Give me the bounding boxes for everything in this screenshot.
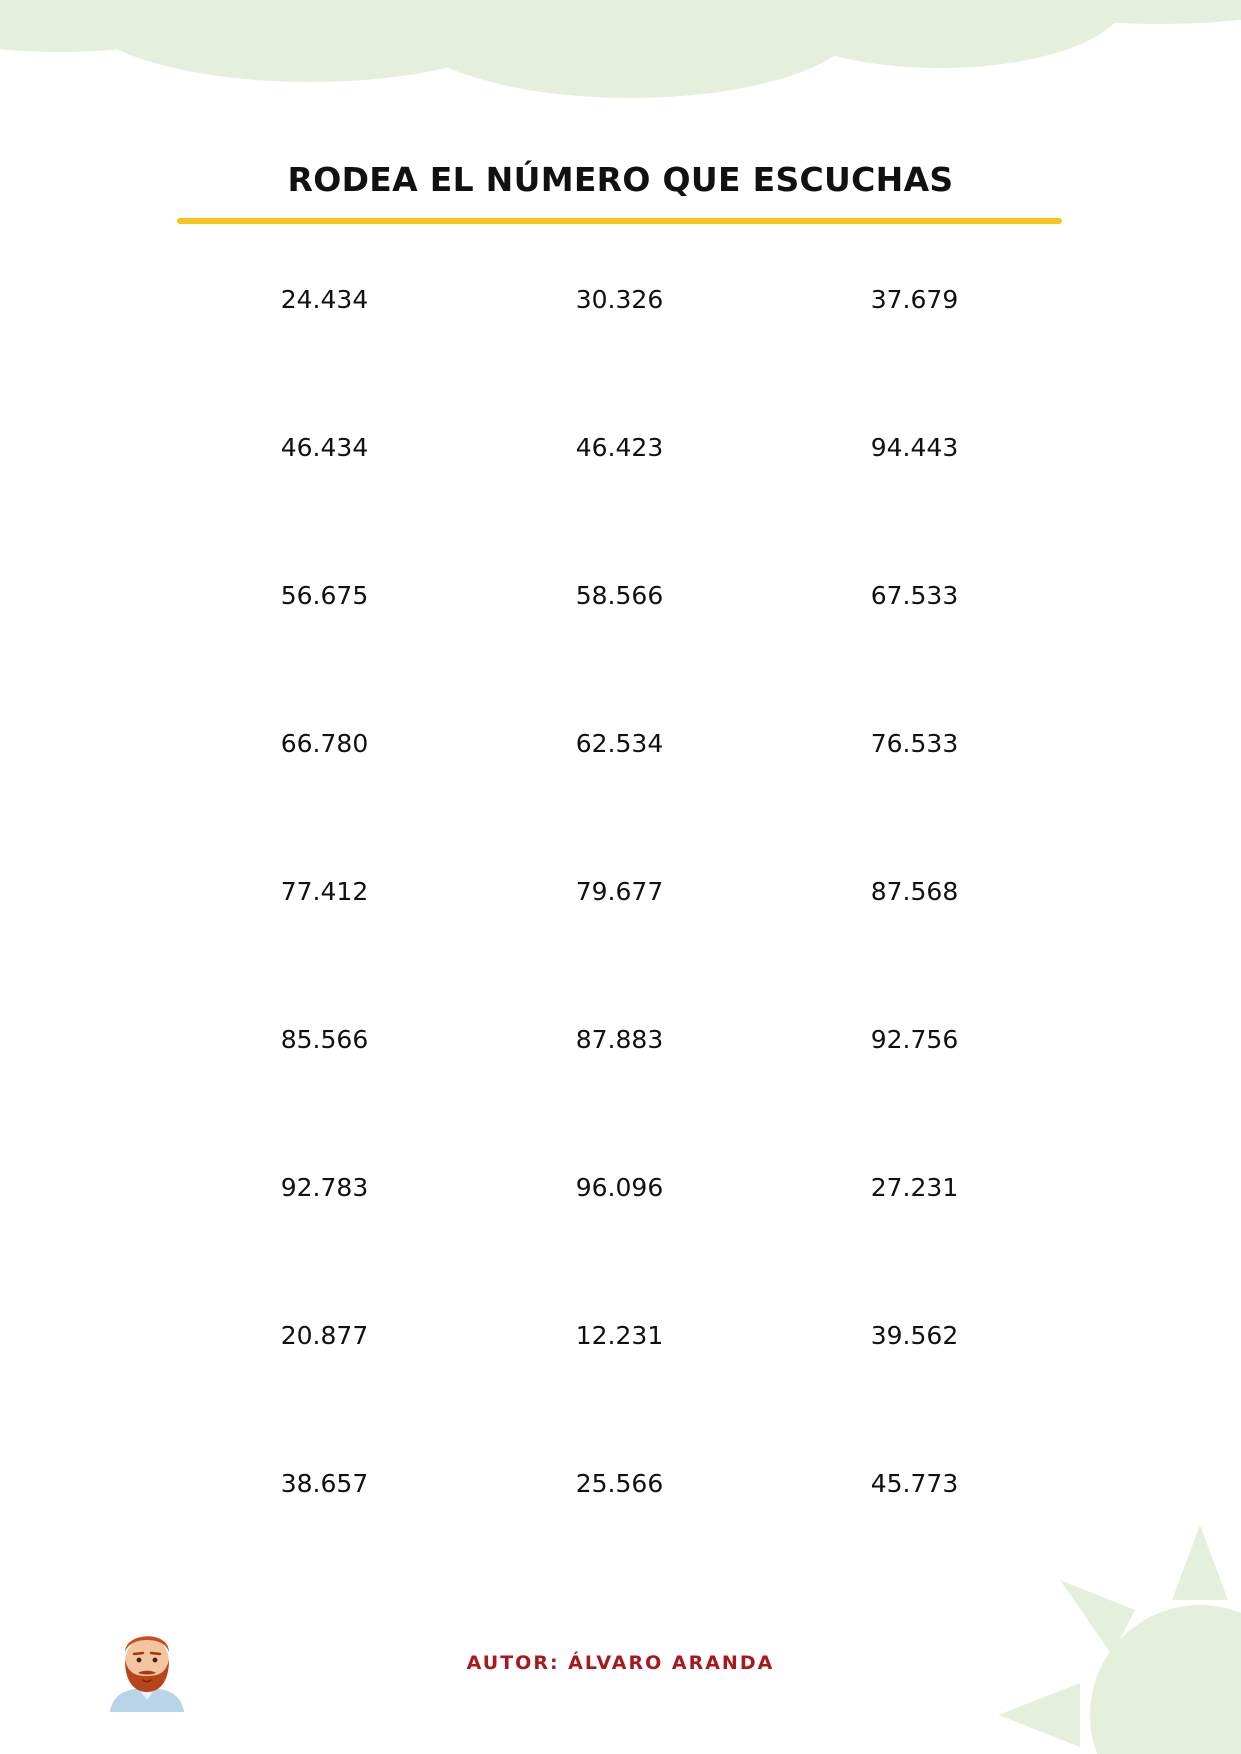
number-item[interactable]: 76.533 [870, 729, 959, 758]
author-credit: AUTOR: ÁLVARO ARANDA [466, 1652, 775, 1674]
number-item[interactable]: 12.231 [575, 1321, 664, 1350]
number-item[interactable]: 46.423 [575, 433, 664, 462]
number-item[interactable]: 25.566 [575, 1469, 664, 1498]
page-title: RODEA EL NÚMERO QUE ESCUCHAS [287, 160, 954, 199]
number-grid [177, 280, 1062, 1612]
number-item[interactable]: 58.566 [575, 581, 664, 610]
number-item[interactable]: 92.756 [870, 1025, 959, 1054]
number-item[interactable]: 20.877 [280, 1321, 369, 1350]
number-item[interactable]: 66.780 [280, 729, 369, 758]
number-item[interactable]: 46.434 [280, 433, 369, 462]
cloud-icon [0, 0, 1241, 110]
number-item[interactable]: 38.657 [280, 1469, 369, 1498]
number-item[interactable]: 94.443 [870, 433, 959, 462]
number-item[interactable]: 30.326 [575, 285, 664, 314]
number-item[interactable]: 45.773 [870, 1469, 959, 1498]
number-item[interactable]: 27.231 [870, 1173, 959, 1202]
number-item[interactable]: 39.562 [870, 1321, 959, 1350]
number-item[interactable]: 96.096 [575, 1173, 664, 1202]
number-item[interactable]: 37.679 [870, 285, 959, 314]
number-item[interactable]: 87.568 [870, 877, 959, 906]
number-item[interactable]: 62.534 [575, 729, 664, 758]
number-item[interactable]: 24.434 [280, 285, 369, 314]
number-item[interactable]: 85.566 [280, 1025, 369, 1054]
number-item[interactable]: 77.412 [280, 877, 369, 906]
number-item[interactable]: 79.677 [575, 877, 664, 906]
number-item[interactable]: 87.883 [575, 1025, 664, 1054]
title-underline [177, 218, 1062, 224]
number-item[interactable]: 92.783 [280, 1173, 369, 1202]
number-item[interactable]: 56.675 [280, 581, 369, 610]
number-item[interactable]: 67.533 [870, 581, 959, 610]
